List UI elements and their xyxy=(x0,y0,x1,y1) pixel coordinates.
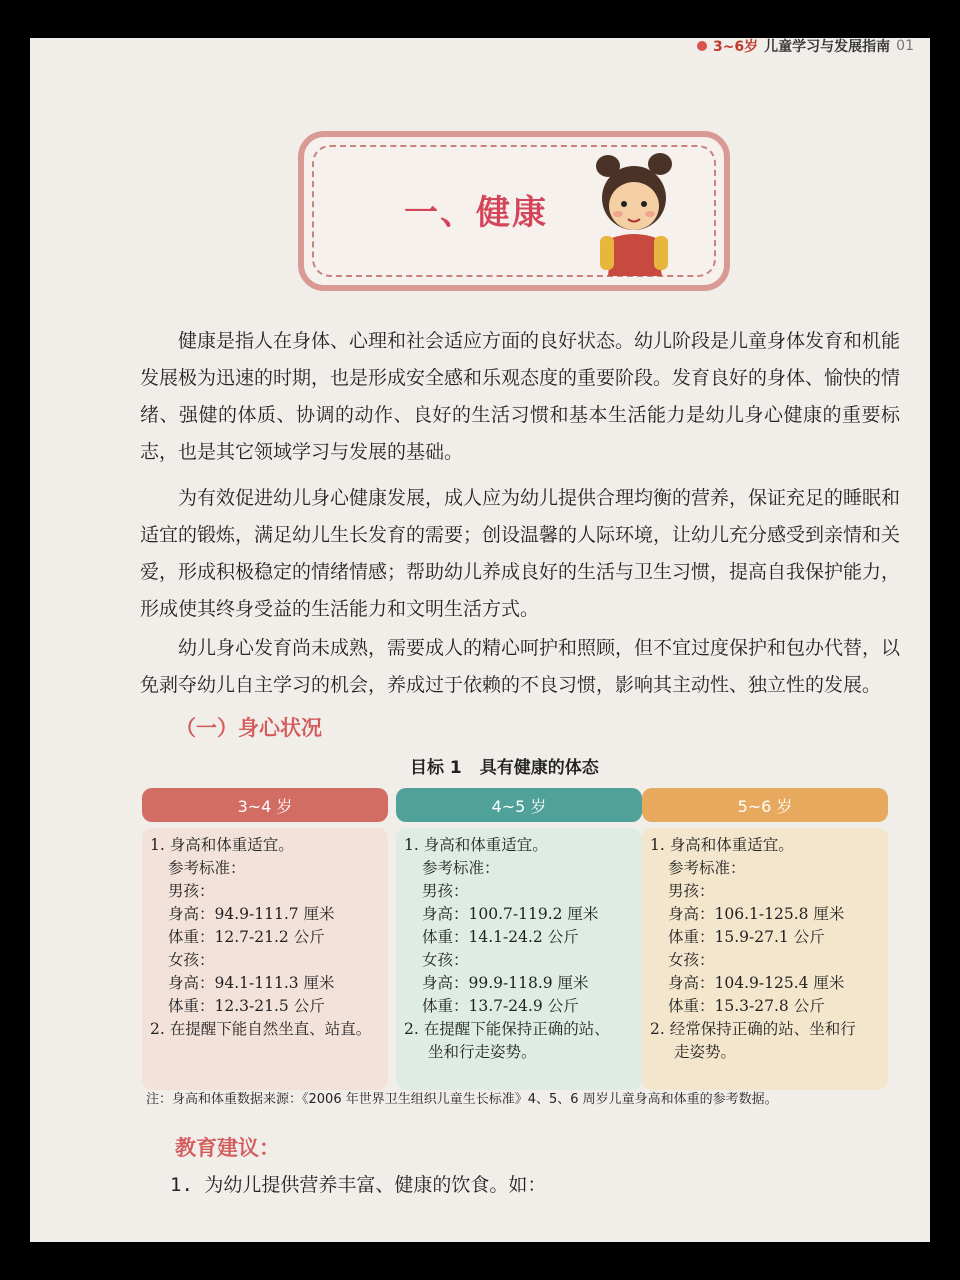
item-line: 身高：106.1-125.8 厘米 xyxy=(668,905,845,923)
goal-heading xyxy=(410,753,599,778)
age-header: 3~4 岁 xyxy=(142,788,388,822)
advice-item: 1. 为幼儿提供营养丰富、健康的饮食。如： xyxy=(170,1174,547,1196)
item-line: 1. 身高和体重适宜。 xyxy=(650,836,794,854)
age-header: 5~6 岁 xyxy=(642,788,888,822)
section-heading: （一）身心状况 xyxy=(175,716,322,740)
age-column-4-5 xyxy=(396,788,642,1103)
item-line: 体重：14.1-24.2 公斤 xyxy=(422,928,579,946)
age-column-3-4 xyxy=(142,788,388,1103)
item-line: 参考标准： xyxy=(168,859,246,877)
item-line: 体重：12.3-21.5 公斤 xyxy=(168,997,325,1015)
item-line: 身高：99.9-118.9 厘米 xyxy=(422,974,589,992)
page-title: 一、健康 xyxy=(404,193,548,233)
item-line: 体重：15.9-27.1 公斤 xyxy=(668,928,825,946)
item-line: 1. 身高和体重适宜。 xyxy=(150,836,294,854)
item-line: 女孩： xyxy=(668,951,715,969)
page-number: 01 xyxy=(896,38,914,54)
item-line: 走姿势。 xyxy=(674,1043,737,1061)
intro-paragraph-3: 幼儿身心发育尚未成熟，需要成人的精心呵护和照顾，但不宜过度保护和包办代替，以免剥夺幼儿自主学习的机会，养成过于依赖的不良习惯，影响其主动性、独立性的发展。 xyxy=(140,637,901,696)
intro-paragraph-1: 健康是指人在身体、心理和社会适应方面的良好状态。幼儿阶段是儿童身体发育和机能发展极为迅速的时期，也是形成安全感和乐观态度的重要阶段。发育良好的身体、愉快的情绪、强健的体质、协调的动作、良好的生活习惯和基本生活能力是幼儿身心健康的重要标志，也是其它领域学习与发展的基础。 xyxy=(140,330,901,463)
book-page xyxy=(30,38,930,1242)
data-source-note: 注：身高和体重数据来源：《2006 年世界卫生组织儿童生长标准》4、5、6 周岁儿童身高和体重的参考数据。 xyxy=(146,1092,778,1107)
item-line: 男孩： xyxy=(668,882,715,900)
item-line: 体重：13.7-24.9 公斤 xyxy=(422,997,579,1015)
item-line: 女孩： xyxy=(168,951,215,969)
item-line: 男孩： xyxy=(168,882,215,900)
item-line: 2. 在提醒下能保持正确的站、 xyxy=(404,1020,610,1038)
goal-text: 具有健康的体态 xyxy=(479,758,599,778)
age-column-body xyxy=(142,828,388,1090)
bullet-dot-icon xyxy=(697,41,707,51)
item-line: 2. 经常保持正确的站、坐和行 xyxy=(650,1020,856,1038)
goal-label: 目标 1 xyxy=(410,758,462,778)
item-line: 坐和行走姿势。 xyxy=(428,1043,537,1061)
girl-illustration-icon xyxy=(586,146,686,276)
item-line: 身高：100.7-119.2 厘米 xyxy=(422,905,599,923)
running-header xyxy=(697,38,914,56)
running-head-age: 3~6岁 xyxy=(712,39,759,55)
advice-heading: 教育建议： xyxy=(175,1135,280,1160)
item-line: 男孩： xyxy=(422,882,469,900)
item-line: 参考标准： xyxy=(422,859,500,877)
item-line: 身高：94.1-111.3 厘米 xyxy=(168,974,335,992)
item-line: 体重：12.7-21.2 公斤 xyxy=(168,928,325,946)
age-header: 4~5 岁 xyxy=(396,788,642,822)
age-column-body xyxy=(396,828,642,1090)
item-line: 女孩： xyxy=(422,951,469,969)
running-head-title: 儿童学习与发展指南 xyxy=(764,39,891,55)
age-column-5-6 xyxy=(642,788,888,1103)
item-line: 参考标准： xyxy=(668,859,746,877)
item-line: 身高：94.9-111.7 厘米 xyxy=(168,905,335,923)
item-line: 体重：15.3-27.8 公斤 xyxy=(668,997,825,1015)
item-line: 身高：104.9-125.4 厘米 xyxy=(668,974,845,992)
item-line: 1. 身高和体重适宜。 xyxy=(404,836,548,854)
item-line: 2. 在提醒下能自然坐直、站直。 xyxy=(150,1020,372,1038)
intro-paragraph-2: 为有效促进幼儿身心健康发展，成人应为幼儿提供合理均衡的营养，保证充足的睡眠和适宜的锻炼，满足幼儿生长发育的需要；创设温馨的人际环境，让幼儿充分感受到亲情和关爱，形成积极稳定的情绪情感；帮助幼儿养成良好的生活与卫生习惯，提高自我保护能力，形成使其终身受益的生活能力和文明生活方式。 xyxy=(140,487,901,620)
age-column-body xyxy=(642,828,888,1090)
